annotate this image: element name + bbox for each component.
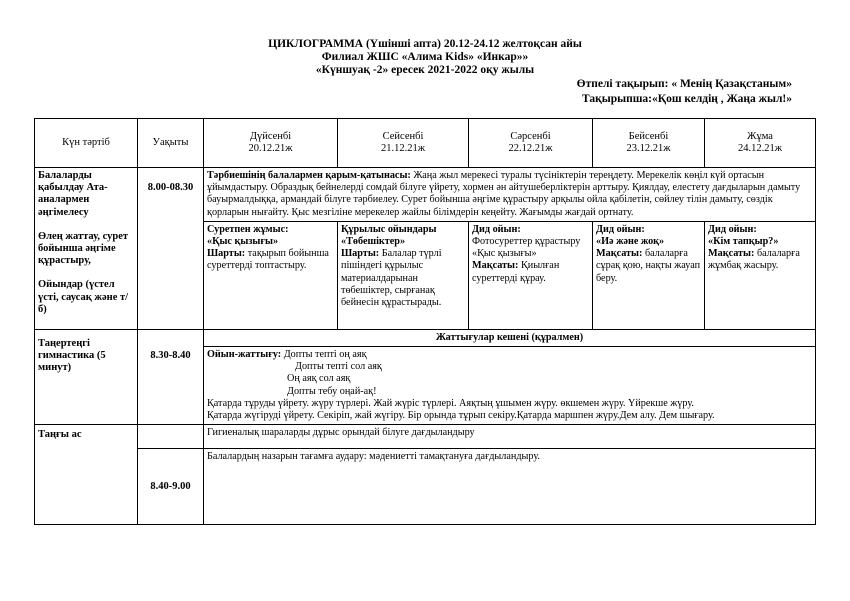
doc-group: «Күншуақ -2» ересек 2021-2022 оқу жылы [315,64,535,76]
col-header-day: Сәрсенбі 22.12.21ж [469,119,593,168]
row-label-reception: Балаларды қабылдау Ата-аналармен әңгімелесу Өлең жаттау, сурет бойынша әңгіме құрастыру, Ойындар (үстел үсті, саусақ және т/б) [35,168,138,330]
table-header-row [35,119,816,168]
row-time: 8.30-8.40 [138,329,204,424]
table-row [35,425,816,449]
col-header-day: Жұма 24.12.21ж [705,119,816,168]
intro-cell: Тәрбиешінің балалармен қарым-қатынасы: Жаңа жыл мерекесі туралы түсініктерін тереңдету. Мерекелік көңіл күй ортасын ұйымдастыру. Образдық бейнелерді сомдай білуге үйрету, хормен ән айтушеберліктерін арттыру. Қиялдау, елестету дағдыларын дамыту бауырмалдыққа, армандай білуге тәрбиелеу. Сурет бойынша әңгіме құрастыру арқылы ойла қабілетін, сөйлеу тілін дамыту, сөздік қорларын нығайту. Қыс мезгіліне мерекелер жайлы білімдерін кеңейту. Жағымды жағдай ортнату. [204,168,816,222]
row-time: 8.40-9.00 [138,449,204,525]
day-cell: Дид ойын: «Кім тапқыр?» Мақсаты: балаларға жұмбақ жасыру. [705,221,816,329]
doc-title: ЦИКЛОГРАММА (Үшінші апта) 20.12-24.12 желтоқсан айы [268,38,582,50]
row-time: 8.00-08.30 [138,168,204,330]
row-label-gymnastics: Таңертеңгі гимнастика (5 минут) [35,329,138,424]
row-label-breakfast: Таңғы ас [35,425,138,525]
doc-topic: Өтпелі тақырып: « Менің Қазақстаным» [576,78,792,90]
breakfast-cell: Гигиеналық шараларды дұрыс орындай білуге дағдыландыру [204,425,816,449]
col-header-day: Сейсенбі 21.12.21ж [338,119,469,168]
row-time-empty [138,425,204,449]
table-row [35,168,816,222]
col-header-time: Уақыты [138,119,204,168]
table-row [35,449,816,525]
day-cell: Дид ойын: Фотосуреттер құрастыру «Қыс қызығы» Мақсаты: Қиылған суреттерді құрау. [469,221,593,329]
exercise-heading: Жаттығулар кешені (құралмен) [204,329,816,346]
day-cell: Құрылыс ойындары «Төбешіктер» Шарты: Балалар түрлі пішіндегі құрылыс материалдарынан төбешіктер, сырғанақ бейнесін құрастырады. [338,221,469,329]
exercise-cell: Ойын-жаттығу: Допты тепті оң аяқ Допты тепті сол аяқ Оң аяқ сол аяқ Допты тебу оңай-ақ! Қатарда тұруды үйрету. жүру түрлері. Жай жүріс түрлері. Аяқтың ұшымен жүру. өкшемен жүру. Үйрекше жүру. Қатарда жүгіруді үйрету. Секіріп, жай жүгіру. Бір орында тұрып секіру.Қатарда маршпен жүру.Дем алу. Дем шығару. [204,347,816,425]
breakfast-cell: Балалардың назарын тағамға аудару: мәдениетті тамақтануға дағдыландыру. [204,449,816,525]
table-row [35,329,816,346]
col-header-day: Бейсенбі 23.12.21ж [593,119,705,168]
col-header-day: Дүйсенбі 20.12.21ж [204,119,338,168]
col-header-schedule: Күн тәртіб [35,119,138,168]
doc-branch: Филиал ЖШС «Алима Kids» «Инкар»» [321,51,529,63]
day-cell: Суретпен жұмыс: «Қыс қызығы» Шарты: тақырып бойынша суреттерді топтастыру. [204,221,338,329]
schedule-table [34,118,816,525]
day-cell: Дид ойын: «Иә және жоқ» Мақсаты: балаларға сұрақ қою, нақты жауап беру. [593,221,705,329]
doc-subtopic: Тақырыпша:«Қош келдің , Жаңа жыл!» [581,93,792,105]
